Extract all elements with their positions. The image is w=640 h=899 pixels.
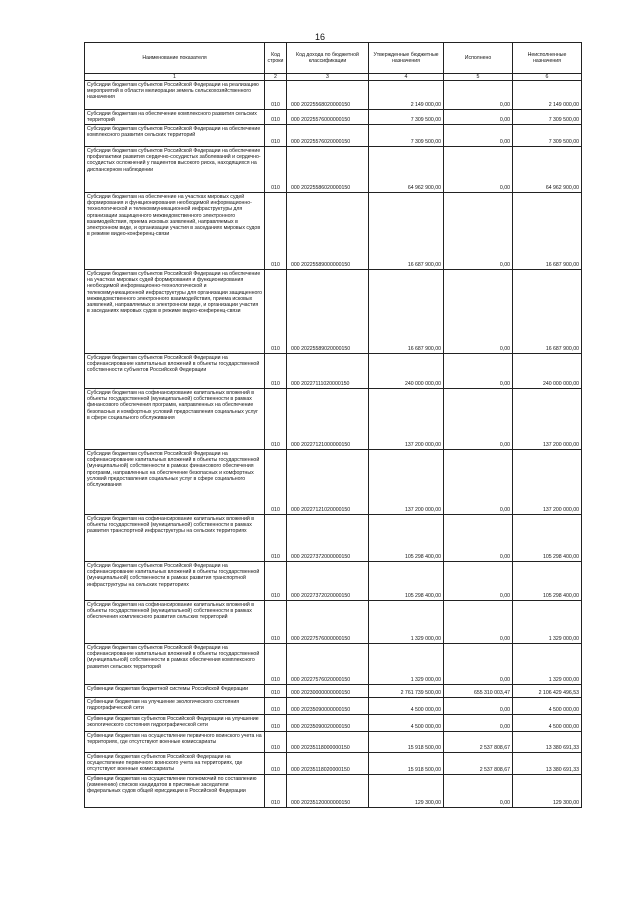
approved-amount-cell: 2 149 000,00	[369, 81, 444, 110]
column-number: 2	[265, 74, 287, 81]
table-row	[85, 601, 582, 644]
table-row	[85, 515, 582, 562]
header-unexecuted: Неисполненные назначения	[513, 43, 582, 74]
line-code-cell: 010	[265, 753, 287, 775]
column-number: 6	[513, 74, 582, 81]
line-code-cell: 010	[265, 354, 287, 389]
approved-amount-cell: 15 918 500,00	[369, 753, 444, 775]
indicator-name-cell: Субвенции бюджетам бюджетной системы Российской Федерации	[85, 685, 265, 698]
income-code-cell: 000 20225589020000150	[287, 270, 369, 354]
line-code-cell: 010	[265, 450, 287, 515]
line-code-cell: 010	[265, 193, 287, 270]
indicator-name-cell: Субсидии бюджетам субъектов Российской Федерации на реализацию мероприятий в области мелиорации земель сельскохозяйственного назначения	[85, 81, 265, 110]
executed-amount-cell: 0,00	[444, 562, 513, 601]
income-code-cell: 000 20227372020000150	[287, 562, 369, 601]
table-row	[85, 81, 582, 110]
column-number: 5	[444, 74, 513, 81]
column-number-row	[85, 74, 582, 81]
approved-amount-cell: 4 500 000,00	[369, 715, 444, 732]
income-code-cell: 000 20235120000000150	[287, 775, 369, 808]
table-row	[85, 193, 582, 270]
approved-amount-cell: 105 298 400,00	[369, 515, 444, 562]
indicator-name-cell: Субсидии бюджетам субъектов Российской Федерации на софинансирование капитальных вложений в объекты государственной (муниципальной) собственности в рамках развития транспортной инфраструктуры на сельских территориях	[85, 562, 265, 601]
executed-amount-cell: 0,00	[444, 601, 513, 644]
approved-amount-cell: 105 298 400,00	[369, 562, 444, 601]
income-code-cell: 000 20227576020000150	[287, 644, 369, 685]
income-code-cell: 000 20235118020000150	[287, 753, 369, 775]
indicator-name-cell: Субсидии бюджетам на обеспечение комплексного развития сельских территорий	[85, 110, 265, 125]
indicator-name-cell: Субсидии бюджетам субъектов Российской Федерации на софинансирование капитальных вложений в объекты государственной (муниципальной) собственности в рамках обеспечения комплексного развития сельских территорий	[85, 644, 265, 685]
line-code-cell: 010	[265, 732, 287, 753]
table-row	[85, 685, 582, 698]
header-income-code: Код дохода по бюджетной классификации	[287, 43, 369, 74]
executed-amount-cell: 0,00	[444, 110, 513, 125]
indicator-name-cell: Субсидии бюджетам субъектов Российской Федерации на софинансирование капитальных вложений в объекты государственной (муниципальной) собственности в рамках финансового обеспечения программ, направленных на обеспечение безопасных и комфортных условий предоставления социальных услуг в сфере социального обслуживания	[85, 450, 265, 515]
unexecuted-amount-cell: 105 298 400,00	[513, 515, 582, 562]
income-code-cell: 000 20227576000000150	[287, 601, 369, 644]
unexecuted-amount-cell: 16 687 900,00	[513, 193, 582, 270]
approved-amount-cell: 16 687 900,00	[369, 193, 444, 270]
executed-amount-cell: 0,00	[444, 193, 513, 270]
indicator-name-cell: Субсидии бюджетам субъектов Российской Федерации на софинансирование капитальных вложений в объекты государственной собственности субъектов Российской Федерации	[85, 354, 265, 389]
approved-amount-cell: 129 300,00	[369, 775, 444, 808]
income-code-cell: 000 20227121020000150	[287, 450, 369, 515]
header-line-code: Код строки	[265, 43, 287, 74]
approved-amount-cell: 1 329 000,00	[369, 601, 444, 644]
indicator-name-cell: Субвенции бюджетам субъектов Российской Федерации на осуществление первичного воинского учета на территориях, где отсутствуют военные комиссариаты	[85, 753, 265, 775]
indicator-name-cell: Субсидии бюджетам на обеспечение на участках мировых судей формирования и функционирования необходимой информационно-технологической и телекоммуникационной инфраструктуры для организации защищенного межведомственного электронного взаимодействия, приема исковых заявлений, направляемых в электронном виде, и организации участия в заседаниях мировых судов в режиме видео-конференц-связи	[85, 193, 265, 270]
unexecuted-amount-cell: 7 309 500,00	[513, 110, 582, 125]
indicator-name-cell: Субвенции бюджетам на осуществление полномочий по составлению (изменению) списков кандидатов в присяжные заседатели федеральных судов общей юрисдикции в Российской Федерации	[85, 775, 265, 808]
indicator-name-cell: Субсидии бюджетам субъектов Российской Федерации на обеспечение профилактики развития сердечно-сосудистых заболеваний и сердечно-сосудистых осложнений у пациентов высокого риска, находящихся на диспансерном наблюдении	[85, 147, 265, 193]
line-code-cell: 010	[265, 110, 287, 125]
executed-amount-cell: 0,00	[444, 147, 513, 193]
indicator-name-cell: Субсидии бюджетам субъектов Российской Федерации на обеспечение комплексного развития сельских территорий	[85, 125, 265, 147]
approved-amount-cell: 16 687 900,00	[369, 270, 444, 354]
unexecuted-amount-cell: 2 106 429 496,53	[513, 685, 582, 698]
column-number: 4	[369, 74, 444, 81]
table-row	[85, 354, 582, 389]
approved-amount-cell: 2 761 739 500,00	[369, 685, 444, 698]
table-row	[85, 732, 582, 753]
indicator-name-cell: Субвенции бюджетам на осуществление первичного воинского учета на территориях, где отсутствуют военные комиссариаты	[85, 732, 265, 753]
unexecuted-amount-cell: 137 200 000,00	[513, 450, 582, 515]
column-number: 1	[85, 74, 265, 81]
line-code-cell: 010	[265, 644, 287, 685]
table-row	[85, 753, 582, 775]
header-executed: Исполнено	[444, 43, 513, 74]
unexecuted-amount-cell: 7 309 500,00	[513, 125, 582, 147]
approved-amount-cell: 137 200 000,00	[369, 389, 444, 450]
executed-amount-cell: 0,00	[444, 715, 513, 732]
line-code-cell: 010	[265, 125, 287, 147]
approved-amount-cell: 64 962 900,00	[369, 147, 444, 193]
line-code-cell: 010	[265, 715, 287, 732]
income-code-cell: 000 20235090020000150	[287, 715, 369, 732]
indicator-name-cell: Субвенции бюджетам на улучшение экологического состояния гидрографической сети	[85, 698, 265, 715]
indicator-name-cell: Субсидии бюджетам на софинансирование капитальных вложений в объекты государственной (муниципальной) собственности в рамках обеспечения комплексного развития сельских территорий	[85, 601, 265, 644]
executed-amount-cell: 2 537 808,67	[444, 753, 513, 775]
table-row	[85, 775, 582, 808]
table-row	[85, 698, 582, 715]
line-code-cell: 010	[265, 775, 287, 808]
unexecuted-amount-cell: 240 000 000,00	[513, 354, 582, 389]
executed-amount-cell: 0,00	[444, 698, 513, 715]
approved-amount-cell: 137 200 000,00	[369, 450, 444, 515]
line-code-cell: 010	[265, 270, 287, 354]
approved-amount-cell: 7 309 500,00	[369, 110, 444, 125]
table-row	[85, 450, 582, 515]
line-code-cell: 010	[265, 698, 287, 715]
income-code-cell: 000 20225586020000150	[287, 147, 369, 193]
executed-amount-cell: 2 537 808,67	[444, 732, 513, 753]
executed-amount-cell: 0,00	[444, 81, 513, 110]
unexecuted-amount-cell: 1 329 000,00	[513, 601, 582, 644]
approved-amount-cell: 240 000 000,00	[369, 354, 444, 389]
unexecuted-amount-cell: 64 962 900,00	[513, 147, 582, 193]
table-row	[85, 715, 582, 732]
line-code-cell: 010	[265, 389, 287, 450]
executed-amount-cell: 0,00	[444, 450, 513, 515]
approved-amount-cell: 1 329 000,00	[369, 644, 444, 685]
income-code-cell: 000 20227121000000150	[287, 389, 369, 450]
table-row	[85, 147, 582, 193]
header-indicator-name: Наименование показателя	[85, 43, 265, 74]
approved-amount-cell: 7 309 500,00	[369, 125, 444, 147]
indicator-name-cell: Субсидии бюджетам на софинансирование капитальных вложений в объекты государственной (муниципальной) собственности в рамках развития транспортной инфраструктуры на сельских территориях	[85, 515, 265, 562]
executed-amount-cell: 0,00	[444, 389, 513, 450]
income-code-cell: 000 20230000000000150	[287, 685, 369, 698]
line-code-cell: 010	[265, 685, 287, 698]
line-code-cell: 010	[265, 601, 287, 644]
table-row	[85, 125, 582, 147]
income-code-cell: 000 20227111020000150	[287, 354, 369, 389]
header-approved: Утвержденные бюджетные назначения	[369, 43, 444, 74]
indicator-name-cell: Субвенции бюджетам субъектов Российской Федерации на улучшение экологического состояния гидрографической сети	[85, 715, 265, 732]
executed-amount-cell: 0,00	[444, 270, 513, 354]
unexecuted-amount-cell: 16 687 900,00	[513, 270, 582, 354]
unexecuted-amount-cell: 1 329 000,00	[513, 644, 582, 685]
executed-amount-cell: 0,00	[444, 644, 513, 685]
header-row	[85, 43, 582, 74]
unexecuted-amount-cell: 13 380 691,33	[513, 753, 582, 775]
unexecuted-amount-cell: 129 300,00	[513, 775, 582, 808]
table-row	[85, 270, 582, 354]
line-code-cell: 010	[265, 515, 287, 562]
budget-execution-table	[84, 42, 582, 808]
table-row	[85, 644, 582, 685]
executed-amount-cell: 0,00	[444, 125, 513, 147]
income-code-cell: 000 20225576000000150	[287, 110, 369, 125]
income-code-cell: 000 20235118000000150	[287, 732, 369, 753]
unexecuted-amount-cell: 2 149 000,00	[513, 81, 582, 110]
income-code-cell: 000 20225568020000150	[287, 81, 369, 110]
unexecuted-amount-cell: 13 380 691,33	[513, 732, 582, 753]
line-code-cell: 010	[265, 81, 287, 110]
executed-amount-cell: 0,00	[444, 354, 513, 389]
approved-amount-cell: 4 500 000,00	[369, 698, 444, 715]
table-row	[85, 389, 582, 450]
approved-amount-cell: 15 918 500,00	[369, 732, 444, 753]
unexecuted-amount-cell: 105 298 400,00	[513, 562, 582, 601]
table-row	[85, 562, 582, 601]
table-row	[85, 110, 582, 125]
unexecuted-amount-cell: 4 500 000,00	[513, 715, 582, 732]
line-code-cell: 010	[265, 147, 287, 193]
income-code-cell: 000 20225576020000150	[287, 125, 369, 147]
executed-amount-cell: 0,00	[444, 775, 513, 808]
income-code-cell: 000 20227372000000150	[287, 515, 369, 562]
indicator-name-cell: Субсидии бюджетам субъектов Российской Федерации на обеспечение на участках мировых судей формирования и функционирования необходимой информационно-технологической и телекоммуникационной инфраструктуры для организации защищенного межведомственного электронного взаимодействия, приема исковых заявлений, направляемых в электронном виде, и организации участия в заседаниях мировых судов в режиме видео-конференц-связи	[85, 270, 265, 354]
unexecuted-amount-cell: 137 200 000,00	[513, 389, 582, 450]
executed-amount-cell: 0,00	[444, 515, 513, 562]
income-code-cell: 000 20235090000000150	[287, 698, 369, 715]
page-number: 16	[314, 32, 325, 42]
column-number: 3	[287, 74, 369, 81]
line-code-cell: 010	[265, 562, 287, 601]
executed-amount-cell: 655 310 003,47	[444, 685, 513, 698]
unexecuted-amount-cell: 4 500 000,00	[513, 698, 582, 715]
indicator-name-cell: Субсидии бюджетам на софинансирование капитальных вложений в объекты государственной (муниципальной) собственности в рамках финансового обеспечения программ, направленных на обеспечение безопасных и комфортных условий предоставления социальных услуг в сфере социального обслуживания	[85, 389, 265, 450]
income-code-cell: 000 20225589000000150	[287, 193, 369, 270]
